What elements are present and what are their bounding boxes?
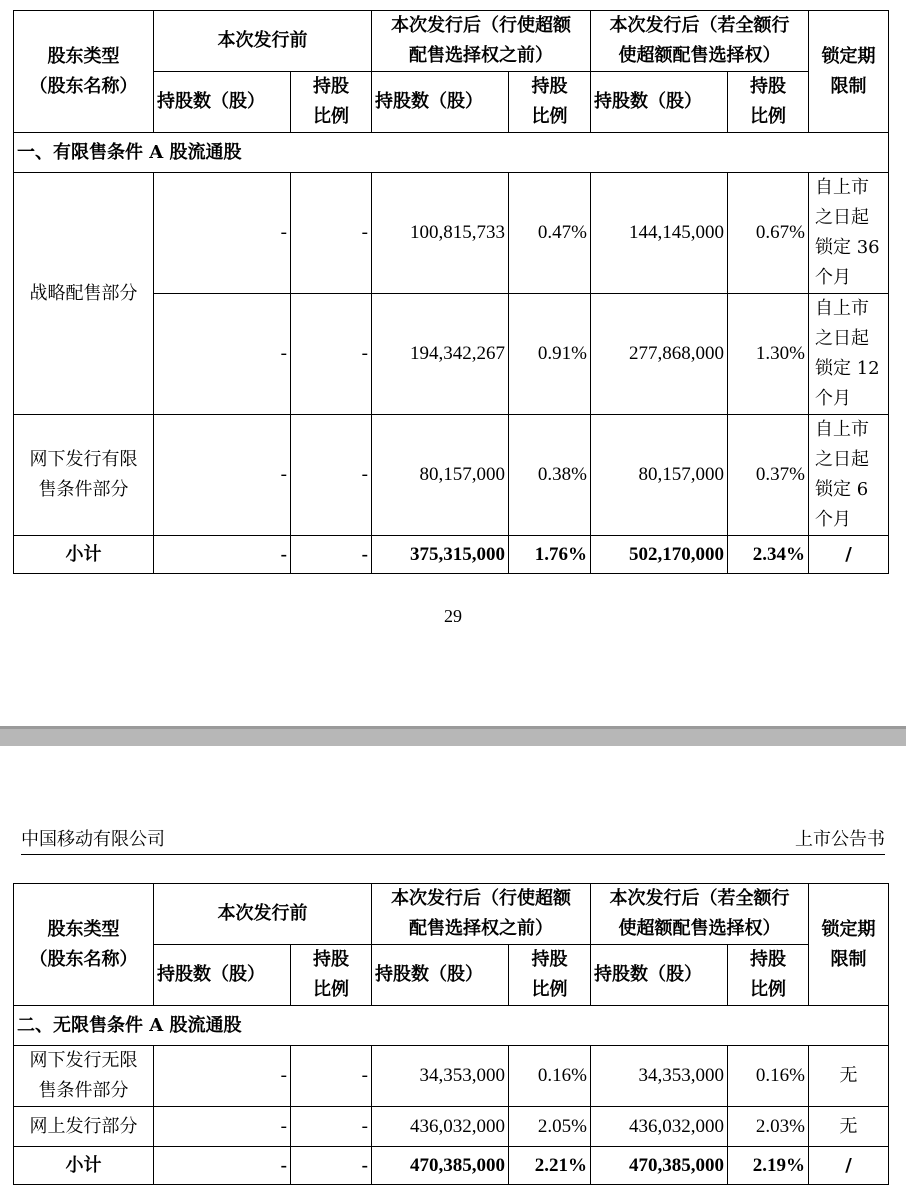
header-after-issue-pre-option: 本次发行后（行使超额 配售选择权之前）	[372, 884, 591, 945]
cell-full-ratio: 2.19%	[728, 1147, 809, 1185]
page-divider-edge	[0, 726, 906, 729]
cell-pre-ratio: 0.91%	[509, 294, 591, 415]
cell-before-ratio: -	[291, 294, 372, 415]
cell-pre-ratio: 2.21%	[509, 1147, 591, 1185]
running-header-doc-title: 上市公告书	[795, 829, 885, 850]
cell-full-ratio: 2.34%	[728, 536, 809, 574]
cell-before-shares: -	[154, 294, 291, 415]
share-table-unrestricted	[13, 883, 889, 1185]
cell-lockup: 自上市 之日起 锁定 36 个月	[809, 173, 889, 294]
subheader-ratio: 持股 比例	[509, 945, 591, 1006]
subheader-shares: 持股数（股）	[154, 945, 291, 1006]
cell-before-ratio: -	[291, 536, 372, 574]
table-row	[14, 415, 889, 536]
cell-pre-shares: 436,032,000	[372, 1107, 509, 1147]
cell-full-shares: 144,145,000	[591, 173, 728, 294]
subtotal-label: 小计	[14, 1147, 154, 1185]
cell-full-ratio: 0.67%	[728, 173, 809, 294]
running-header-company: 中国移动有限公司	[21, 829, 165, 850]
header-before-issue: 本次发行前	[154, 884, 372, 945]
subheader-ratio: 持股 比例	[509, 72, 591, 133]
subtotal-label: 小计	[14, 536, 154, 574]
table-row	[14, 1107, 889, 1147]
subheader-ratio: 持股 比例	[291, 72, 372, 133]
subheader-shares: 持股数（股）	[154, 72, 291, 133]
cell-pre-shares: 470,385,000	[372, 1147, 509, 1185]
row-label-offline-unrestricted: 网下发行无限 售条件部分	[14, 1046, 154, 1107]
cell-before-shares: -	[154, 1046, 291, 1107]
running-header	[21, 826, 885, 855]
row-label-offline-restricted: 网下发行有限 售条件部分	[14, 415, 154, 536]
subtotal-row	[14, 536, 889, 574]
cell-before-shares: -	[154, 536, 291, 574]
section-restricted: 一、有限售条件 A 股流通股	[14, 133, 889, 173]
cell-before-ratio: -	[291, 173, 372, 294]
cell-lockup: 无	[809, 1107, 889, 1147]
cell-pre-shares: 34,353,000	[372, 1046, 509, 1107]
cell-pre-ratio: 0.47%	[509, 173, 591, 294]
cell-pre-ratio: 0.38%	[509, 415, 591, 536]
table-row	[14, 173, 889, 294]
cell-lockup: /	[809, 536, 889, 574]
cell-full-shares: 436,032,000	[591, 1107, 728, 1147]
cell-full-ratio: 2.03%	[728, 1107, 809, 1147]
cell-before-shares: -	[154, 1147, 291, 1185]
cell-pre-ratio: 2.05%	[509, 1107, 591, 1147]
cell-pre-ratio: 1.76%	[509, 536, 591, 574]
cell-before-shares: -	[154, 173, 291, 294]
header-lockup: 锁定期 限制	[809, 11, 889, 133]
cell-lockup: 无	[809, 1046, 889, 1107]
cell-before-ratio: -	[291, 1107, 372, 1147]
subtotal-row	[14, 1147, 889, 1185]
cell-full-shares: 502,170,000	[591, 536, 728, 574]
cell-before-ratio: -	[291, 1046, 372, 1107]
cell-full-shares: 34,353,000	[591, 1046, 728, 1107]
row-label-strategic: 战略配售部分	[14, 173, 154, 415]
cell-lockup: /	[809, 1147, 889, 1185]
header-before-issue: 本次发行前	[154, 11, 372, 72]
header-shareholder-type: 股东类型 （股东名称）	[14, 11, 154, 133]
cell-full-shares: 470,385,000	[591, 1147, 728, 1185]
cell-pre-shares: 194,342,267	[372, 294, 509, 415]
cell-full-shares: 80,157,000	[591, 415, 728, 536]
table-row	[14, 1046, 889, 1107]
subheader-ratio: 持股 比例	[291, 945, 372, 1006]
cell-full-ratio: 1.30%	[728, 294, 809, 415]
page-divider	[0, 726, 906, 746]
cell-full-ratio: 0.37%	[728, 415, 809, 536]
subheader-ratio: 持股 比例	[728, 945, 809, 1006]
cell-lockup: 自上市 之日起 锁定 12 个月	[809, 294, 889, 415]
cell-pre-shares: 375,315,000	[372, 536, 509, 574]
header-after-issue-pre-option: 本次发行后（行使超额 配售选择权之前）	[372, 11, 591, 72]
subheader-shares: 持股数（股）	[372, 945, 509, 1006]
cell-full-shares: 277,868,000	[591, 294, 728, 415]
cell-before-shares: -	[154, 415, 291, 536]
cell-pre-shares: 80,157,000	[372, 415, 509, 536]
cell-before-ratio: -	[291, 1147, 372, 1185]
header-shareholder-type: 股东类型 （股东名称）	[14, 884, 154, 1006]
subheader-shares: 持股数（股）	[591, 72, 728, 133]
subheader-shares: 持股数（股）	[591, 945, 728, 1006]
share-table-restricted	[13, 10, 889, 574]
row-label-online: 网上发行部分	[14, 1107, 154, 1147]
cell-pre-ratio: 0.16%	[509, 1046, 591, 1107]
cell-before-ratio: -	[291, 415, 372, 536]
section-unrestricted: 二、无限售条件 A 股流通股	[14, 1006, 889, 1046]
subheader-shares: 持股数（股）	[372, 72, 509, 133]
header-after-issue-full-option: 本次发行后（若全额行 使超额配售选择权）	[591, 884, 809, 945]
header-after-issue-full-option: 本次发行后（若全额行 使超额配售选择权）	[591, 11, 809, 72]
cell-full-ratio: 0.16%	[728, 1046, 809, 1107]
page-number: 29	[444, 606, 462, 626]
cell-pre-shares: 100,815,733	[372, 173, 509, 294]
cell-before-shares: -	[154, 1107, 291, 1147]
header-lockup: 锁定期 限制	[809, 884, 889, 1006]
cell-lockup: 自上市 之日起 锁定 6 个月	[809, 415, 889, 536]
subheader-ratio: 持股 比例	[728, 72, 809, 133]
